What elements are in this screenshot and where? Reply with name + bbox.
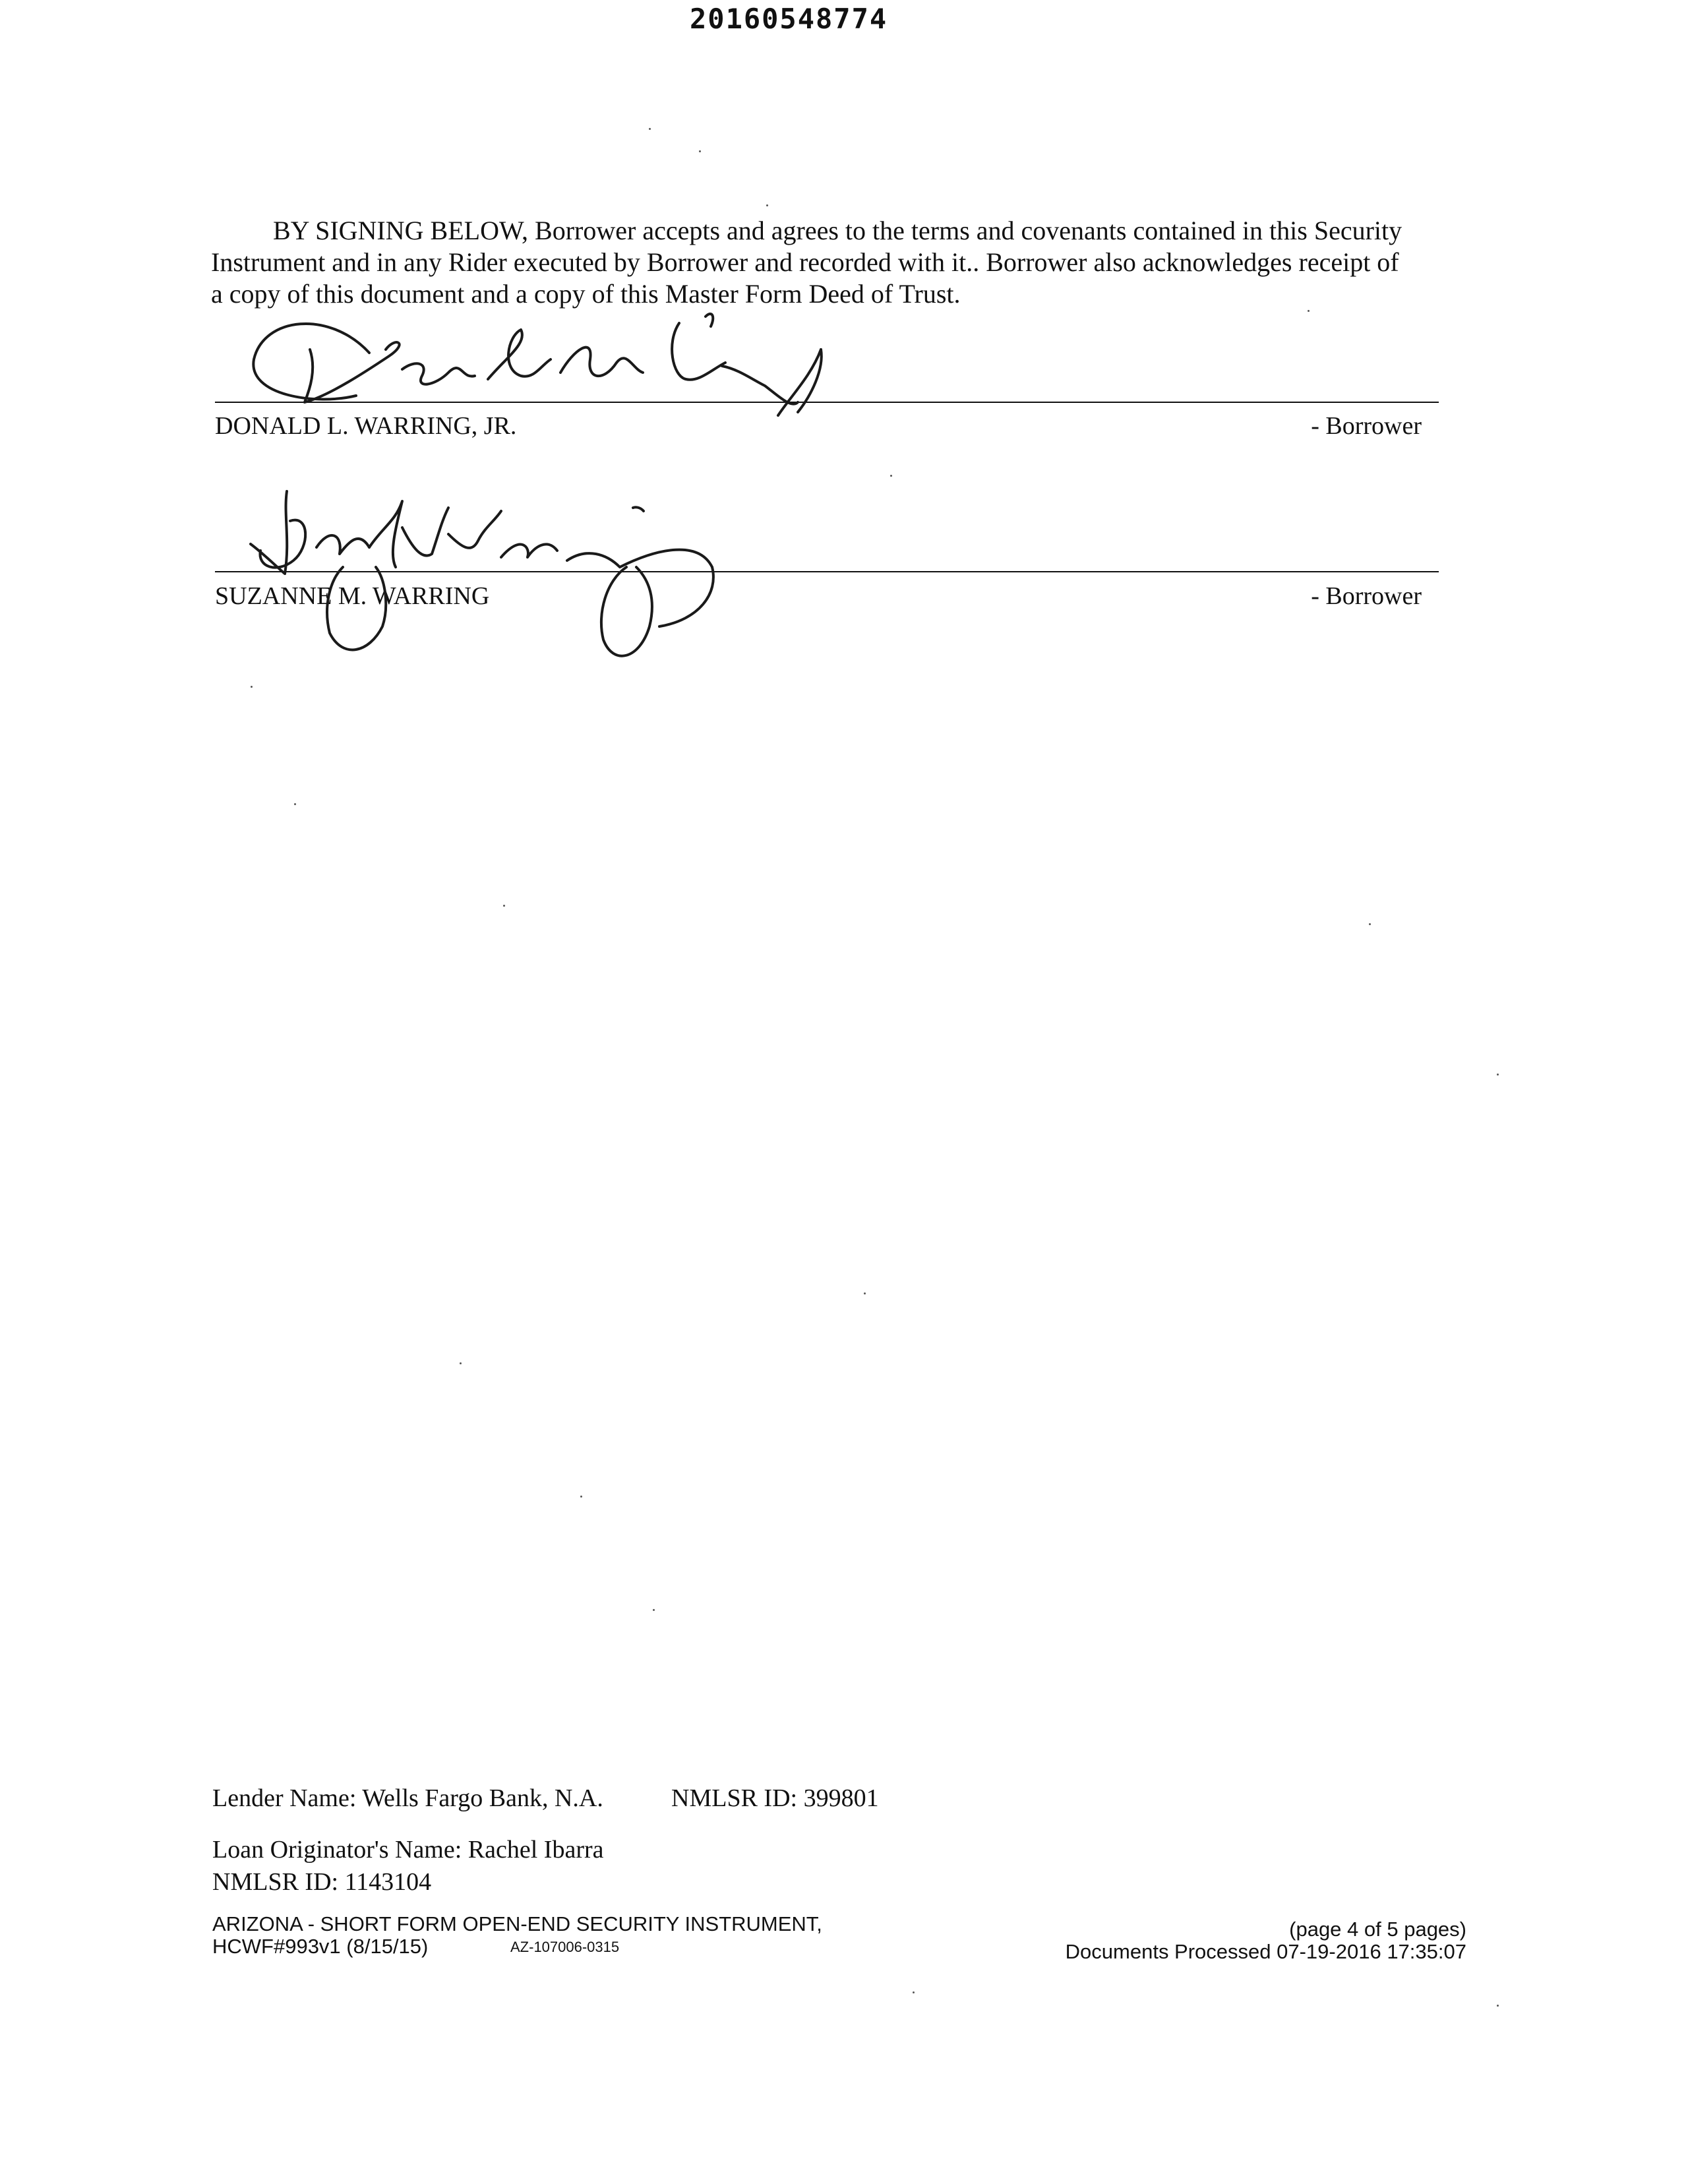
scan-speck (913, 1991, 915, 1993)
documents-processed: Documents Processed 07-19-2016 17:35:07 (1065, 1940, 1466, 1963)
scan-speck (1308, 310, 1310, 312)
form-code: HCWF#993v1 (8/15/15) (212, 1935, 429, 1958)
scan-speck (1369, 923, 1371, 925)
scan-speck (890, 475, 892, 477)
borrower-2-role: - Borrower (1311, 582, 1422, 610)
borrower-1-name: DONALD L. WARRING, JR. (215, 412, 517, 440)
scan-speck (503, 905, 505, 907)
scan-speck (294, 803, 296, 805)
acknowledgment-line: BY SIGNING BELOW, Borrower accepts and agrees to the terms and covenants contained in this Security (273, 216, 1402, 245)
form-title: ARIZONA - SHORT FORM OPEN-END SECURITY INSTRUMENT, (212, 1912, 822, 1935)
signature-suzanne-warring (251, 491, 713, 656)
scan-speck (1497, 1074, 1499, 1076)
page-info: (page 4 of 5 pages) (1289, 1918, 1466, 1941)
acknowledgment-line: Instrument and in any Rider executed by Borrower and recorded with it.. Borrower also acknowledges receipt of (211, 247, 1399, 277)
loan-originator-name: Loan Originator's Name: Rachel Ibarra (212, 1836, 604, 1864)
scan-speck (580, 1496, 582, 1498)
signature-donald-warring (253, 314, 821, 415)
scan-speck (251, 686, 253, 688)
scan-speck (649, 128, 651, 130)
loan-originator-nmlsr-id: NMLSR ID: 1143104 (212, 1868, 432, 1896)
form-number: AZ-107006-0315 (510, 1939, 620, 1955)
scan-speck (460, 1362, 462, 1364)
scan-speck (653, 1609, 655, 1611)
scan-speck (864, 1292, 866, 1294)
scan-speck (1497, 2005, 1499, 2007)
recording-number: 20160548774 (690, 3, 888, 35)
acknowledgment-line: a copy of this document and a copy of this Master Form Deed of Trust. (211, 279, 961, 309)
lender-nmlsr-id: NMLSR ID: 399801 (671, 1784, 879, 1812)
borrower-2-name: SUZANNE M. WARRING (215, 582, 490, 610)
borrower-1-role: - Borrower (1311, 412, 1422, 440)
scan-speck (766, 204, 768, 206)
scan-speck (699, 150, 701, 152)
lender-name-line: Lender Name: Wells Fargo Bank, N.A. (212, 1784, 603, 1812)
